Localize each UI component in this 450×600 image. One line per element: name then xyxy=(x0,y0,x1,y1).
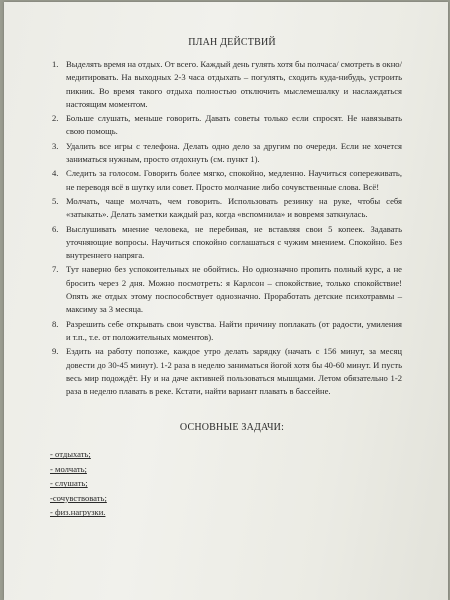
plan-item xyxy=(52,223,402,263)
plan-item-text: Тут наверно без успокоительных не обойтись. Но однозначно пропить полный курс, а не бросить через 2 дня. Можно посмотреть: я Карлсон – спокойствие, только спокойствие! Опять же отдых этому поспособствует однозначно. Проработать детские психотравмы – максиму за 3 месяца. xyxy=(66,264,402,315)
tasks-title: ОСНОВНЫЕ ЗАДАЧИ: xyxy=(179,422,285,434)
plan-item-number: 6. xyxy=(52,223,59,234)
plan-item xyxy=(52,195,402,222)
plan-item xyxy=(52,263,402,316)
plan-title: ПЛАН ДЕЙСТВИЙ xyxy=(188,37,276,48)
plan-item xyxy=(52,58,402,111)
plan-list xyxy=(52,58,402,398)
plan-item-number: 4. xyxy=(52,168,59,179)
plan-item-number: 5. xyxy=(52,195,59,206)
plan-item-text: Выслушивать мнение человека, не перебивая, не вставляя свои 5 копеек. Задавать уточняющие вопросы. Научиться спокойно соглашаться с чужим мнением. Спокойно. Без внутреннего напряга. xyxy=(66,223,402,261)
task-item: -сочувствовать; xyxy=(50,492,107,503)
plan-item-text: Разрешить себе открывать свои чувства. Найти причину поплакать (от радости, умиления и т.п., т.е. от положительных моментов). xyxy=(66,318,402,342)
plan-item xyxy=(52,167,402,194)
task-item: - физ.нагрузки. xyxy=(50,507,106,518)
plan-item-text: Выделять время на отдых. От всего. Каждый день гулять хотя бы полчаса/ смотреть в окно/ медитировать. На выходных 2-3 часа отдыхать – погулять, сходить куда-нибудь, устроить пикник. Во время такого отдыха полностью отключить мыслемешалку и наслаждаться настоящим моментом. xyxy=(66,59,402,109)
task-item: - молчать; xyxy=(50,463,87,474)
plan-item-text: Следить за голосом. Говорить более мягко, спокойно, медленно. Научиться сопереживать, не переводя всё в шутку или совет. Просто молчание либо сочувственные слова. Всё! xyxy=(66,168,402,192)
plan-item-text: Молчать, чаще молчать, чем говорить. Использовать резинку на руке, чтобы себя «затыкать». Делать заметки каждый раз, когда «вспомнила» и вовремя заткнулась. xyxy=(66,195,402,220)
plan-item-text: Удалить все игры с телефона. Делать одно дело за другим по очереди. Если не хочется заниматься нужным, просто отдохнуть (см. пункт 1). xyxy=(66,140,402,165)
plan-item xyxy=(52,345,402,398)
document-body xyxy=(52,37,402,520)
plan-item-number: 1. xyxy=(52,59,59,69)
plan-item-number: 2. xyxy=(52,113,59,124)
tasks-list xyxy=(52,447,402,520)
plan-item-number: 9. xyxy=(52,346,59,357)
plan-item-number: 8. xyxy=(52,318,59,329)
plan-item xyxy=(52,140,402,167)
paper-sheet xyxy=(4,2,448,600)
plan-item-number: 7. xyxy=(52,264,59,275)
plan-item-number: 3. xyxy=(52,140,59,151)
task-item: - слушать; xyxy=(50,478,88,489)
task-item: - отдыхать; xyxy=(50,449,91,460)
plan-item xyxy=(52,318,402,345)
plan-item-text: Ездить на работу попозже, каждое утро делать зарядку (начать с 156 минут, за месяц довести до 30-45 минут). 1-2 раза в неделю заниматься йогой хотя бы 40-60 минут. И пусть весь мир подождёт. Ну и на даче активней пользоваться мышцами. Летом обязательно 1-2 раза в неделю плавать в реке. Кстати, найти вариант плавать в бассейне. xyxy=(66,346,402,397)
plan-item xyxy=(52,112,402,139)
plan-item-text: Больше слушать, меньше говорить. Давать советы только если спросят. Не навязывать свою помощь. xyxy=(66,113,402,137)
